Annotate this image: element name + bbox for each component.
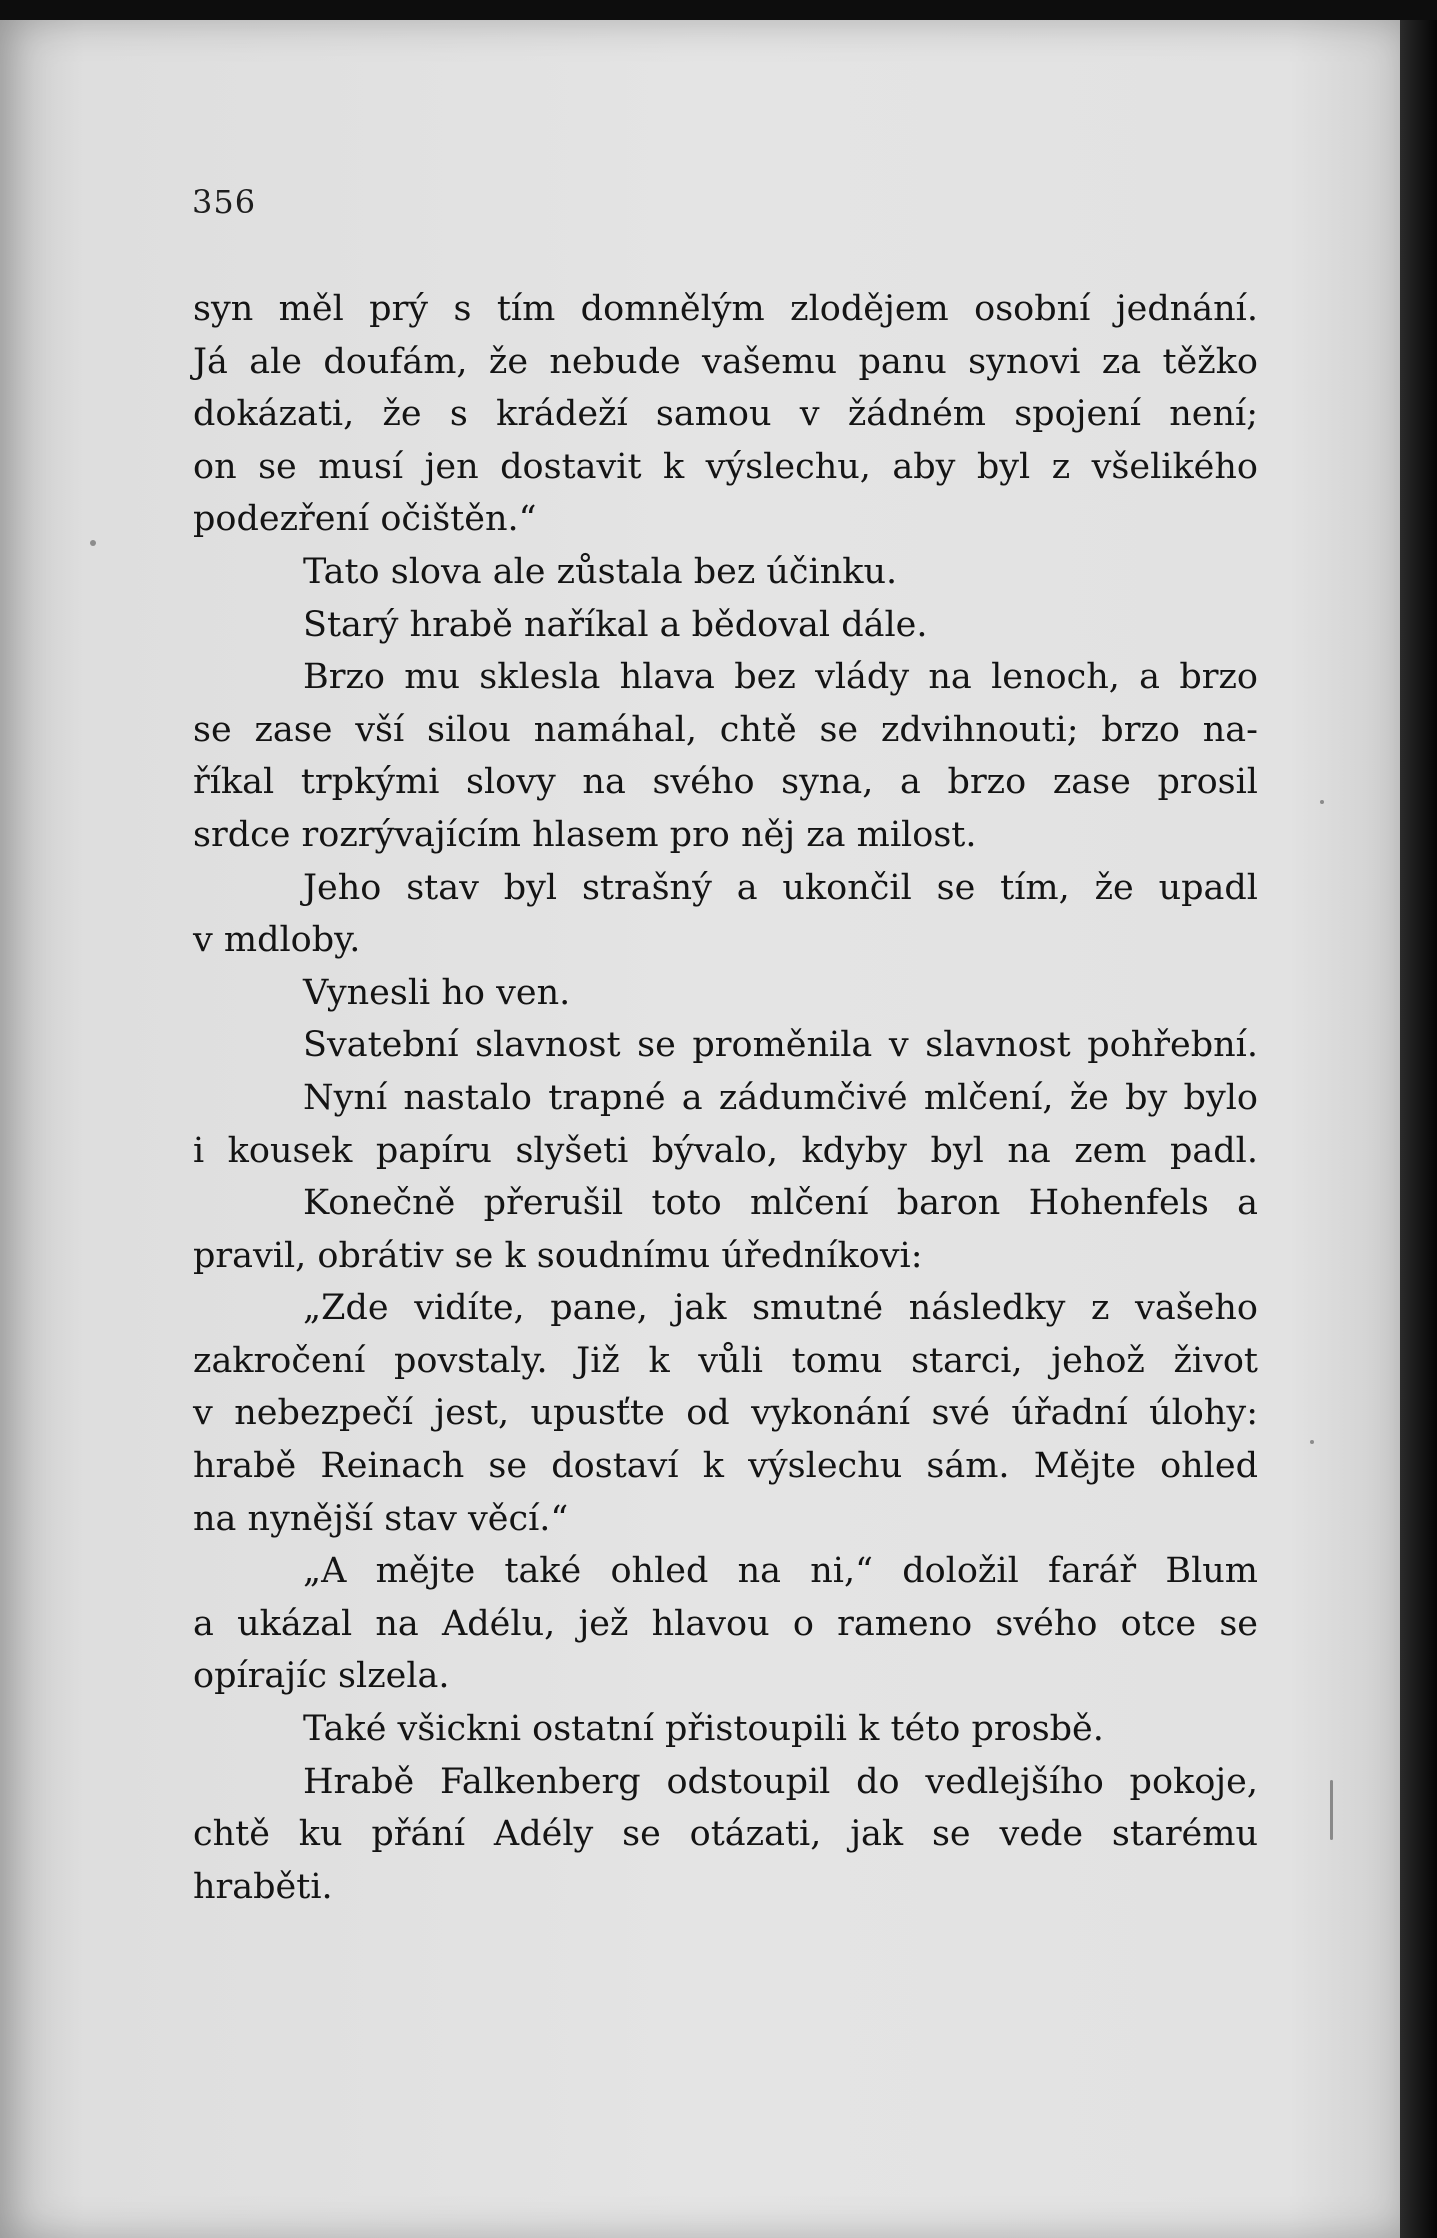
text-line: chtě ku přání Adély se otázati, jak se vede starému [193, 1814, 1258, 1855]
text-line: říkal trpkými slovy na svého syna, a brzo zase prosil [193, 762, 1258, 803]
text-line: Jeho stav byl strašný a ukončil se tím, že upadl [303, 867, 1258, 908]
text-line: syn měl prý s tím domnělým zlodějem osobní jednání. [193, 289, 1258, 329]
text-line: Brzo mu sklesla hlava bez vlády na lenoch, a brzo [303, 657, 1258, 698]
page-number: 356 [192, 183, 257, 221]
text-line: „A mějte také ohled na ni,“ doložil farář Blum [303, 1551, 1258, 1592]
text-line: podezření očištěn.“ [193, 499, 537, 540]
text-line: i kousek papíru slyšeti bývalo, kdyby byl na zem padl. [193, 1130, 1258, 1171]
text-line: Starý hrabě naříkal a bědoval dále. [303, 604, 928, 645]
text-line: on se musí jen dostavit k výslechu, aby byl z všelikého [193, 446, 1258, 487]
text-line: Nyní nastalo trapné a zádumčivé mlčení, že by bylo [303, 1077, 1258, 1118]
body-text [193, 283, 1258, 1913]
text-line: Já ale doufám, že nebude vašemu panu synovi za těžko [193, 341, 1258, 382]
text-line: v mdloby. [193, 920, 361, 961]
text-line: „Zde vidíte, pane, jak smutné následky z vašeho [303, 1288, 1258, 1329]
text-line: dokázati, že s krádeží samou v žádném spojení není; [193, 394, 1258, 435]
text-line: hrabě Reinach se dostaví k výslechu sám. Mějte ohled [193, 1446, 1258, 1487]
scan-speck [1310, 1440, 1314, 1444]
text-line: Také všickni ostatní přistoupili k této prosbě. [303, 1709, 1104, 1750]
scan-speck [1330, 1780, 1333, 1840]
text-line: hraběti. [193, 1866, 333, 1907]
scan-speck [1320, 800, 1324, 804]
text-line: zakročení povstaly. Již k vůli tomu starci, jehož život [193, 1340, 1258, 1381]
page-edge-shadow [1400, 20, 1437, 2238]
text-line: se zase vší silou namáhal, chtě se zdvihnouti; brzo na- [193, 709, 1258, 750]
text-line: v nebezpečí jest, upusťte od vykonání své úřadní úlohy: [193, 1393, 1258, 1434]
text-line: Konečně přerušil toto mlčení baron Hohenfels a [303, 1183, 1258, 1224]
text-line: Svatební slavnost se proměnila v slavnost pohřební. [303, 1025, 1258, 1066]
text-line: na nynější stav věcí.“ [193, 1498, 569, 1539]
text-line: srdce rozrývajícím hlasem pro něj za milost. [193, 814, 977, 855]
text-line: opírajíc slzela. [193, 1656, 450, 1697]
text-line: a ukázal na Adélu, jež hlavou o rameno svého otce se [193, 1603, 1258, 1644]
text-line: Hrabě Falkenberg odstoupil do vedlejšího pokoje, [303, 1761, 1258, 1802]
text-line: pravil, obrátiv se k soudnímu úředníkovi: [193, 1235, 923, 1276]
text-line: Vynesli ho ven. [303, 972, 571, 1013]
scan-speck [90, 540, 96, 546]
text-line: Tato slova ale zůstala bez účinku. [303, 551, 898, 592]
